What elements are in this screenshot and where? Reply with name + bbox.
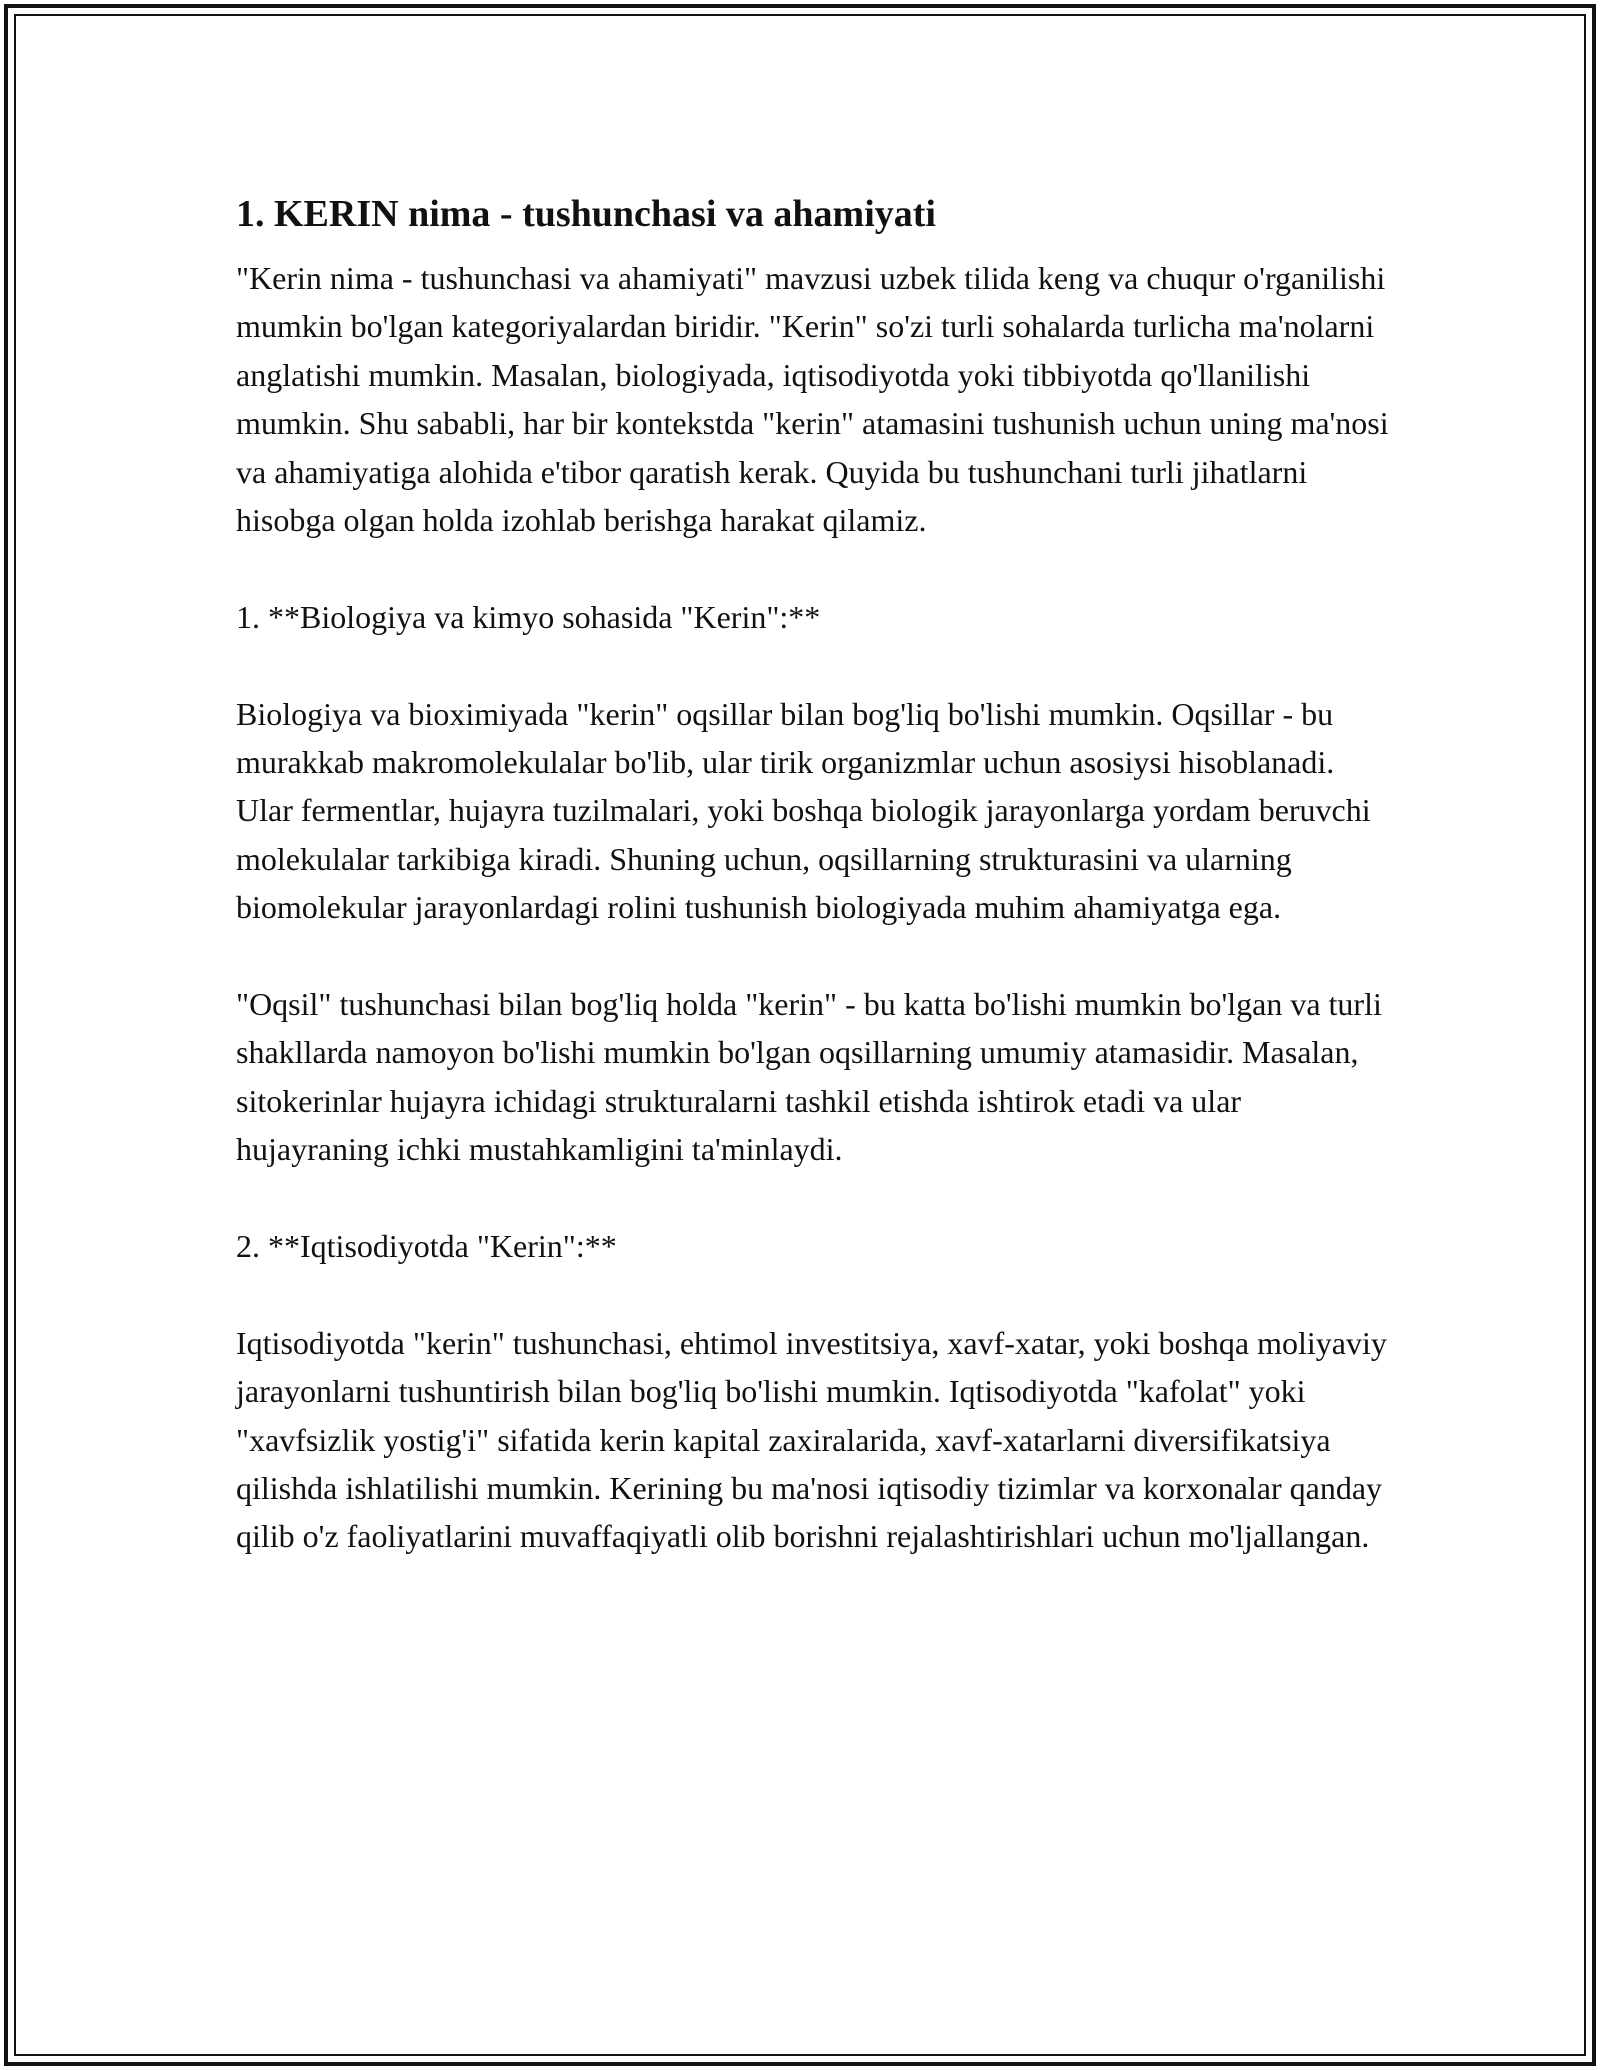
paragraph-spacer [236,1174,1396,1222]
section-heading-economics: 2. **Iqtisodiyotda "Kerin":** [236,1228,617,1265]
paragraph-spacer [236,641,1396,689]
paragraph-protein: "Oqsil" tushunchasi bilan bog'liq holda "kerin" - bu katta bo'lishi mumkin bo'lgan va turli shakllarda namoyon bo'lishi mumkin bo'lgan oqsillarning umumiy atamasidir. Masalan, sitokerinlar hujayra ichidagi strukturalarni tashkil etishda ishtirok etadi va ular hujayraning ichki mustahkamligini ta'minlaydi. [236,986,1382,1168]
paragraph-biology: Biologiya va bioximiyada "kerin" oqsillar bilan bog'liq bo'lishi mumkin. Oqsillar - bu murakkab makromolekulalar bo'lib, ular tirik organizmlar uchun asosiysi hisoblanadi. Ular fermentlar, hujayra tuzilmalari, yoki boshqa biologik jarayonlarga yordam beruvchi molekulalar tarkibiga kiradi. Shuning uchun, oqsillarning strukturasini va ularning biomolekular jarayonlardagi rolini tushunish biologiyada muhim ahamiyatga ega. [236,695,1371,926]
paragraph-intro: "Kerin nima - tushunchasi va ahamiyati" mavzusi uzbek tilida keng va chuqur o'rganilishi mumkin bo'lgan kategoriyalardan biridir. "Kerin" so'zi turli sohalarda turlicha ma'nolarni anglatishi mumkin. Masalan, biologiyada, iqtisodiyotda yoki tibbiyotda qo'llanilishi mumkin. Shu sababli, har bir kontekstda "kerin" atamasini tushunish uchun uning ma'nosi va ahamiyatiga alohida e'tibor qaratish kerak. Quyida bu tushunchani turli jihatlarni hisobga olgan holda izohlab berishga harakat qilamiz. [236,260,1389,539]
paragraph-economics: Iqtisodiyotda "kerin" tushunchasi, ehtimol investitsiya, xavf-xatar, yoki boshqa moliyaviy jarayonlarni tushuntirish bilan bog'liq bo'lishi mumkin. Iqtisodiyotda "kafolat" yoki "xavfsizlik yostig'i" sifatida kerin kapital zaxiralarida, xavf-xatarlarni diversifikatsiya qilishda ishlatilishi mumkin. Kerining bu ma'nosi iqtisodiy tizimlar va korxonalar qanday qilib o'z faoliyatlarini muvaffaqiyatli olib borishni rejalashtirishlari uchun mo'ljallangan. [236,1324,1387,1555]
section-heading-biology: 1. **Biologiya va kimyo sohasida "Kerin":** [236,598,821,635]
document-title: 1. KERIN nima - tushunchasi va ahamiyati [236,193,936,235]
paragraph-spacer [236,1270,1396,1318]
paragraph-spacer [236,932,1396,980]
paragraph-spacer [236,544,1396,592]
document-body [236,186,1396,1561]
